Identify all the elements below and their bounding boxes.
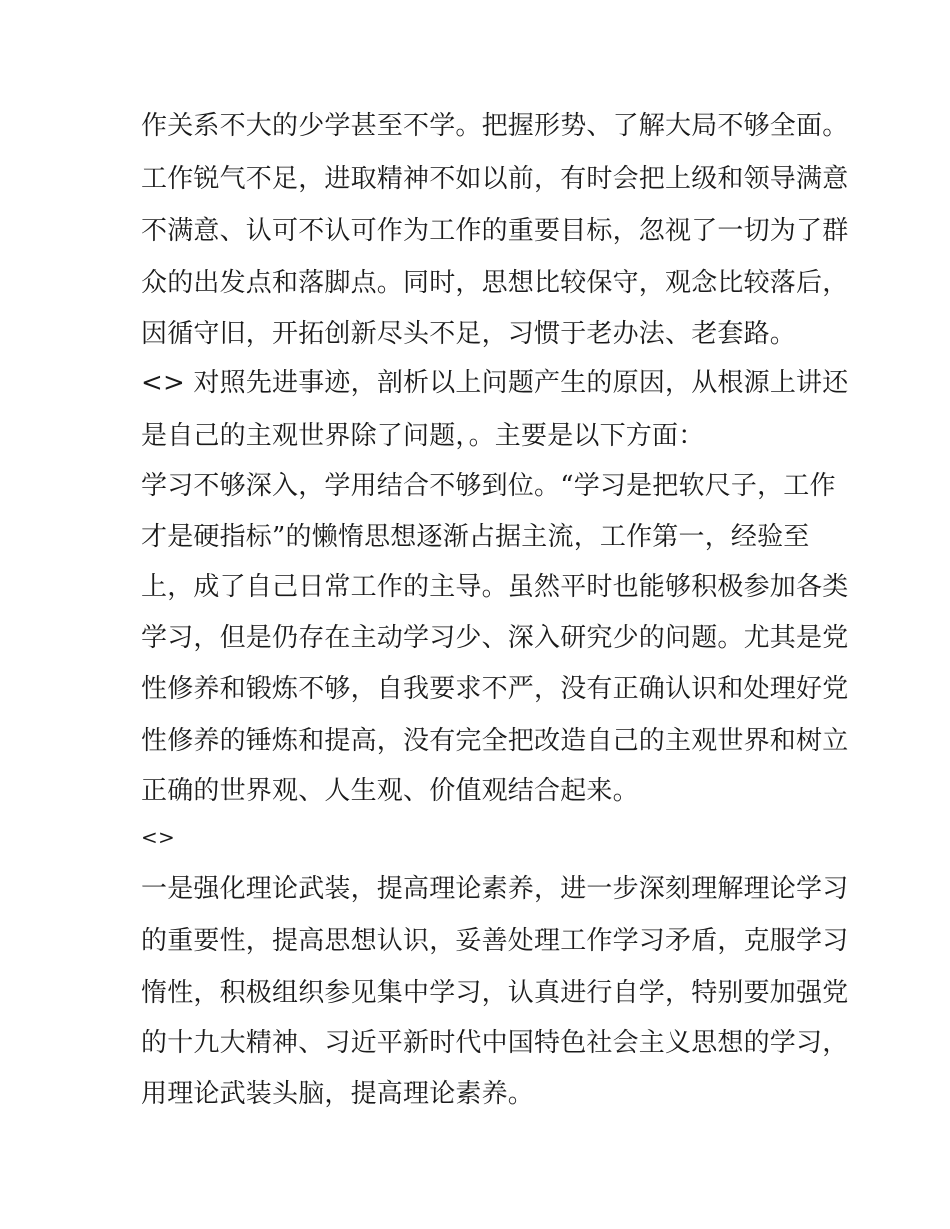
text-line: 上，成了自己日常工作的主导。虽然平时也能够积极参加各类 bbox=[141, 572, 849, 602]
text-line: 性修养的锤炼和提高，没有完全把改造自己的主观世界和树立 bbox=[141, 726, 849, 756]
text-line: 工作锐气不足，进取精神不如以前，有时会把上级和领导满意 bbox=[141, 164, 849, 194]
text-line: <> 对照先进事迹，剖析以上问题产生的原因，从根源上讲还 bbox=[141, 368, 849, 398]
text-line: 是自己的主观世界除了问题，。主要是以下方面： bbox=[141, 421, 705, 451]
text-line: <> bbox=[141, 825, 175, 849]
text-line: 惰性，积极组织参见集中学习，认真进行自学，特别要加强党 bbox=[141, 978, 849, 1008]
text-line: 学习不够深入，学用结合不够到位。“学习是把软尺子，工作 bbox=[141, 471, 836, 501]
text-line: 一是强化理论武装，提高理论素养，进一步深刻理解理论学习 bbox=[141, 874, 849, 904]
text-line: 的十九大精神、习近平新时代中国特色社会主义思想的学习， bbox=[141, 1028, 849, 1058]
text-line: 众的出发点和落脚点。同时，思想比较保守，观念比较落后， bbox=[141, 268, 849, 298]
text-line: 正确的世界观、人生观、价值观结合起来。 bbox=[141, 776, 639, 806]
text-line: 不满意、认可不认可作为工作的重要目标，忽视了一切为了群 bbox=[141, 216, 849, 246]
text-line: 因循守旧，开拓创新尽头不足，习惯于老办法、老套路。 bbox=[141, 319, 797, 349]
text-line: 的重要性，提高思想认识，妥善处理工作学习矛盾，克服学习 bbox=[141, 926, 849, 956]
text-line: 用理论武装头脑，提高理论素养。 bbox=[141, 1079, 535, 1109]
text-line: 作关系不大的少学甚至不学。把握形势、了解大局不够全面。 bbox=[141, 111, 849, 141]
text-line: 才是硬指标”的懒惰思想逐渐占据主流，工作第一，经验至 bbox=[141, 522, 810, 552]
text-line: 学习，但是仍存在主动学习少、深入研究少的问题。尤其是党 bbox=[141, 623, 849, 653]
text-line: 性修养和锻炼不够，自我要求不严，没有正确认识和处理好党 bbox=[141, 674, 849, 704]
